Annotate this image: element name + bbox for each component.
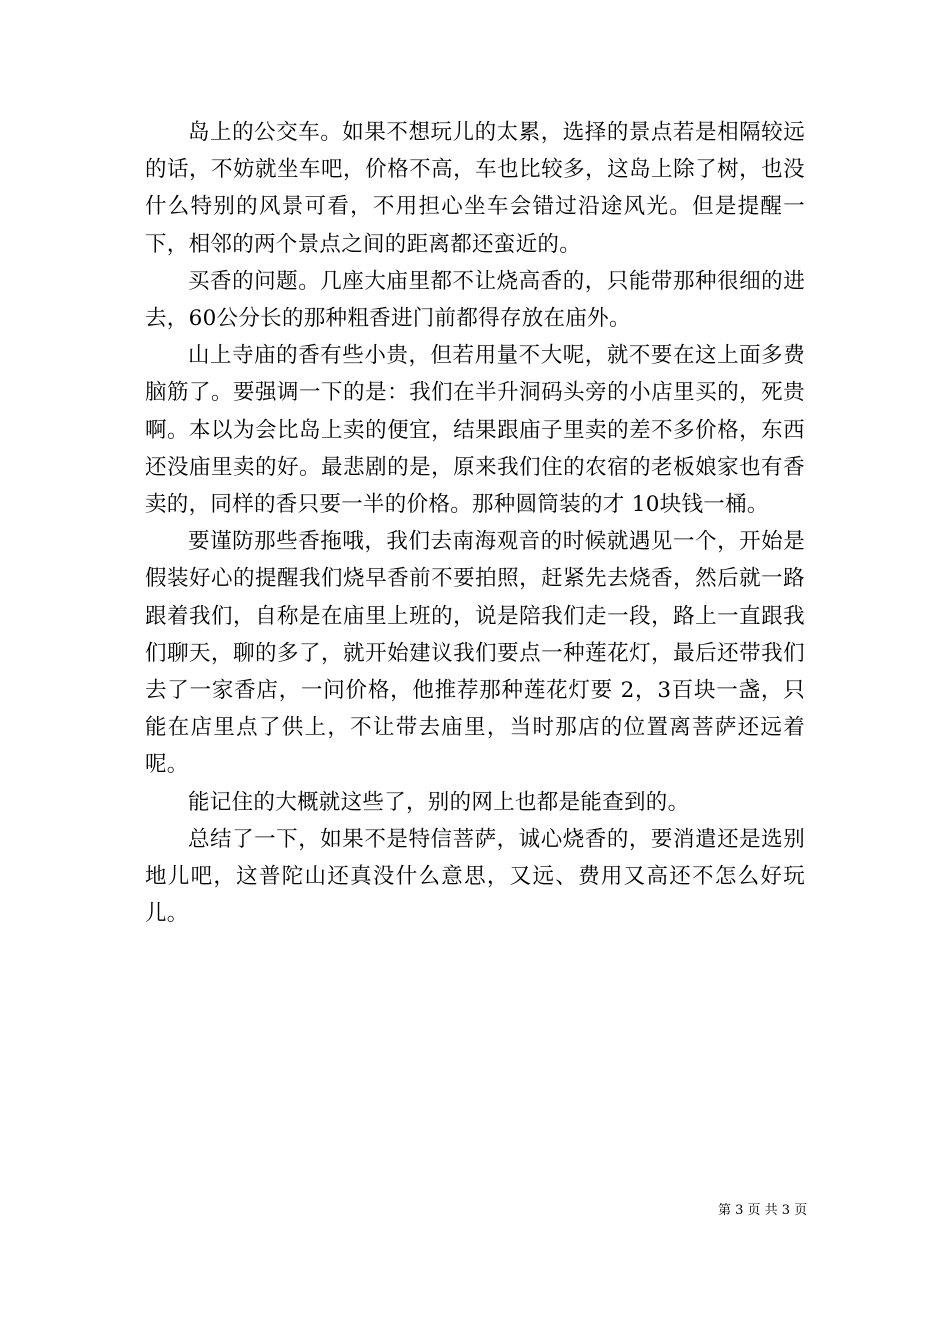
page-number: 第 3 页 共 3 页 [718, 1203, 808, 1218]
paragraph-incense-price: 山上寺庙的香有些小贵，但若用量不大呢，就不要在这上面多费脑筋了。要强调一下的是：我们在半升洞码头旁的小店里买的，死贵啊。本以为会比岛上卖的便宜，结果跟庙子里卖的差不多价格，东西还没庙里卖的好。最悲剧的是，原来我们住的农宿的老板娘家也有香卖的，同样的香只要一半的价格。那种圆筒装的才 10块钱一桶。 [145, 343, 805, 518]
paragraph-incense-touts: 要谨防那些香拖哦，我们去南海观音的时候就遇见一个，开始是假装好心的提醒我们烧早香前不要拍照，赶紧先去烧香，然后就一路跟着我们，自称是在庙里上班的，说是陪我们走一段，路上一直跟我们聊天，聊的多了，就开始建议我们要点一种莲花灯，最后还带我们去了一家香店，一问价格，他推荐那种莲花灯要 2，3百块一盏，只能在店里点了供上，不让带去庙里，当时那店的位置离菩萨还远着呢。 [145, 529, 805, 778]
paragraph-bus: 岛上的公交车。如果不想玩儿的太累，选择的景点若是相隔较远的话，不妨就坐车吧，价格不高，车也比较多，这岛上除了树，也没什么特别的风景可看，不用担心坐车会错过沿途风光。但是提醒一下，相邻的两个景点之间的距离都还蛮近的。 [145, 120, 805, 257]
paragraph-remembered: 能记住的大概就这些了，别的网上也都是能查到的。 [188, 789, 690, 815]
document-body [145, 114, 805, 932]
paragraph-summary: 总结了一下，如果不是特信菩萨，诚心烧香的，要消遣还是选别地儿吧，这普陀山还真没什么意思，又远、费用又高还不怎么好玩儿。 [145, 826, 805, 927]
paragraph-incense-rules: 买香的问题。几座大庙里都不让烧高香的，只能带那种很细的进去，60公分长的那种粗香进门前都得存放在庙外。 [145, 268, 805, 332]
